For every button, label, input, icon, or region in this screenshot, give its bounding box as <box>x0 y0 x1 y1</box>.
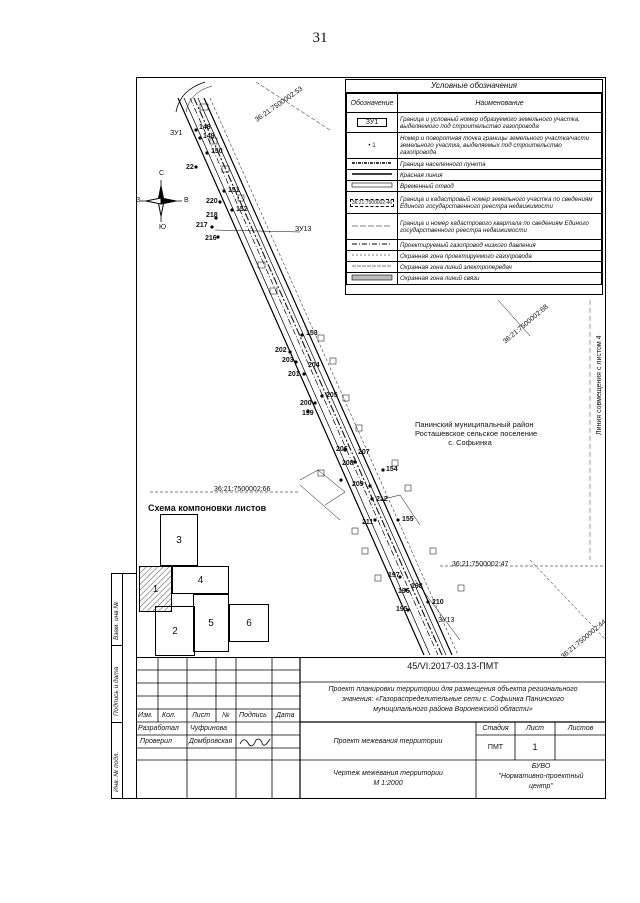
point-label: 196 <box>398 588 410 595</box>
point-label: 200 <box>300 400 312 407</box>
point-label: 153 <box>306 330 318 337</box>
parcel-label: ЗУ1 <box>170 130 183 137</box>
header-list: Лист <box>192 712 211 719</box>
point-label: 210 <box>432 599 444 606</box>
compass-e: В <box>184 197 189 204</box>
drawing-scale: М 1:2000 <box>373 780 403 787</box>
legend-col-name: Наименование <box>398 94 602 113</box>
legend-text: Граница и условный номер образуемого земельного участка, выделяемого под строительство газопровода <box>398 113 602 133</box>
cadastral-label: 36:21:7500002:53 <box>254 85 305 124</box>
side-inv-orig: Инв. № подл. <box>113 751 120 792</box>
point-label: 199 <box>302 410 314 417</box>
point-label: 149 <box>203 133 215 140</box>
legend-symbol-text: 36:21:7500002:46 <box>351 199 393 206</box>
legend-text: Граница населенного пункта <box>398 159 602 170</box>
developed-name: Чуфринова <box>190 725 227 732</box>
legend-symbol: • 1 <box>347 133 398 159</box>
point-label: 211 <box>362 519 374 526</box>
point-label: 206 <box>336 446 348 453</box>
point-label: 198 <box>411 583 423 590</box>
legend-text: Временный отвод <box>398 181 602 192</box>
legend-text: Номер и поворотная точка границы земельного участка/части земельного участка, выделяемых под строительство газопровода <box>398 133 602 159</box>
legend-title: Условные обозначения <box>346 80 602 93</box>
header-izm: Изм. <box>138 712 153 719</box>
scheme-sheet-3: 3 <box>160 514 198 566</box>
scheme-sheet-1: 1 <box>139 566 172 612</box>
legend-text: Граница и номер кадастрового квартала по сведениям Единого государственного реестра недвижимости <box>398 214 602 240</box>
side-inv-replace: Взам. инв.№ <box>113 601 120 640</box>
legend-col-designation: Обозначение <box>347 94 398 113</box>
legend-text: Красная линия <box>398 170 602 181</box>
checked-label: Проверил <box>140 738 172 745</box>
legend-text: Охранная зона линий связи <box>398 273 602 285</box>
cadastral-label: 36:21:7500002:44 <box>560 618 608 661</box>
point-label: 216 <box>205 235 217 242</box>
header-date: Дата <box>276 712 295 719</box>
point-label: 218 <box>206 212 218 219</box>
developed-label: Разработал <box>138 725 179 732</box>
sheet-header: Лист <box>525 725 545 732</box>
header-num: № <box>222 712 230 719</box>
point-label: 202 <box>275 347 287 354</box>
scheme-sheet-6: 6 <box>229 604 269 642</box>
parcel-label: ЗУ13 <box>438 617 455 624</box>
project-line-3: муниципального района Воронежской области» <box>373 706 533 713</box>
point-label: 155 <box>402 516 414 523</box>
stage-header: Стадия <box>482 725 509 732</box>
cadastral-label: 36:21:7500002:47 <box>452 561 509 568</box>
point-label: 209 <box>352 481 364 488</box>
point-label: 207 <box>358 449 370 456</box>
header-sign: Подпись <box>239 712 267 719</box>
cadastral-label: 36:21:7500002:68 <box>502 303 550 346</box>
scheme-sheet-5: 5 <box>193 594 229 652</box>
point-label: 148 <box>199 124 211 131</box>
point-label: 203 <box>282 357 294 364</box>
point-label: 201 <box>288 371 300 378</box>
scheme-sheet-2: 2 <box>155 606 195 656</box>
district-line: Панинский муниципальный район <box>415 420 534 429</box>
org-line-1: БУВО <box>531 763 551 770</box>
compass-n: С <box>159 170 165 177</box>
point-label: 220 <box>206 198 218 205</box>
legend-text: Граница и кадастровый номер земельного участка по сведениям Единого государственного реестра недвижимости <box>398 192 602 214</box>
checked-name: Домбровская <box>189 738 233 745</box>
point-label: 208 <box>342 460 354 467</box>
sheet-value: 1 <box>532 742 538 752</box>
org-line-2: "Нормативно-проектный <box>498 773 584 780</box>
point-label: 22 <box>186 164 194 171</box>
org-line-3: центр" <box>529 783 553 790</box>
scheme-title: Схема компоновки листов <box>148 503 267 513</box>
project-line-1: Проект планировки территории для размещения объекта регионального <box>328 686 578 693</box>
parcel-label: ЗУ13 <box>295 226 312 233</box>
legend-symbol-text: ЗУ1 <box>357 118 388 127</box>
scheme-sheet-4: 4 <box>172 566 229 594</box>
point-label: 152 <box>236 206 248 213</box>
legend-text: Проектируемый газопровод низкого давления <box>398 240 602 251</box>
point-label: 151 <box>228 187 240 194</box>
point-label: 212 <box>376 496 388 503</box>
header-kol: Кол. <box>162 712 176 719</box>
compass-w: З <box>136 197 141 204</box>
legend-text: Охранная зона линий электропередач <box>398 262 602 273</box>
signature-icon <box>238 734 272 748</box>
point-label: 150 <box>211 148 223 155</box>
compass-s: Ю <box>159 224 167 231</box>
drawing-name: Чертеж межевания территории <box>333 770 443 777</box>
side-sign-date: Подпись и дата <box>113 666 120 716</box>
point-label: 204 <box>308 362 320 369</box>
sheets-header: Листов <box>567 725 594 732</box>
point-label: 154 <box>386 466 398 473</box>
cadastral-label: 36:21:7500002:66 <box>214 486 271 493</box>
document-code: 45/VI.2017-03.13-ПМТ <box>407 661 499 671</box>
point-label: 217 <box>196 222 208 229</box>
project-line-2: значения: «Газораспределительные сети с. Софьинка Панинского <box>341 696 565 703</box>
point-label: 197 <box>388 572 400 579</box>
village-line: с. Софьинка <box>448 438 492 447</box>
match-line-label: Линия совмещения с листом 4 <box>596 335 603 435</box>
legend-text: Охранная зона проектируемого газопровода <box>398 251 602 262</box>
settlement-line: Росташевское сельское поселение <box>415 429 538 438</box>
stage-value: ПМТ <box>487 744 504 751</box>
section-name: Проект межевания территории <box>333 738 443 745</box>
point-label: 195 <box>396 606 408 613</box>
point-label: 205 <box>326 392 338 399</box>
page-number: 31 <box>312 30 328 46</box>
